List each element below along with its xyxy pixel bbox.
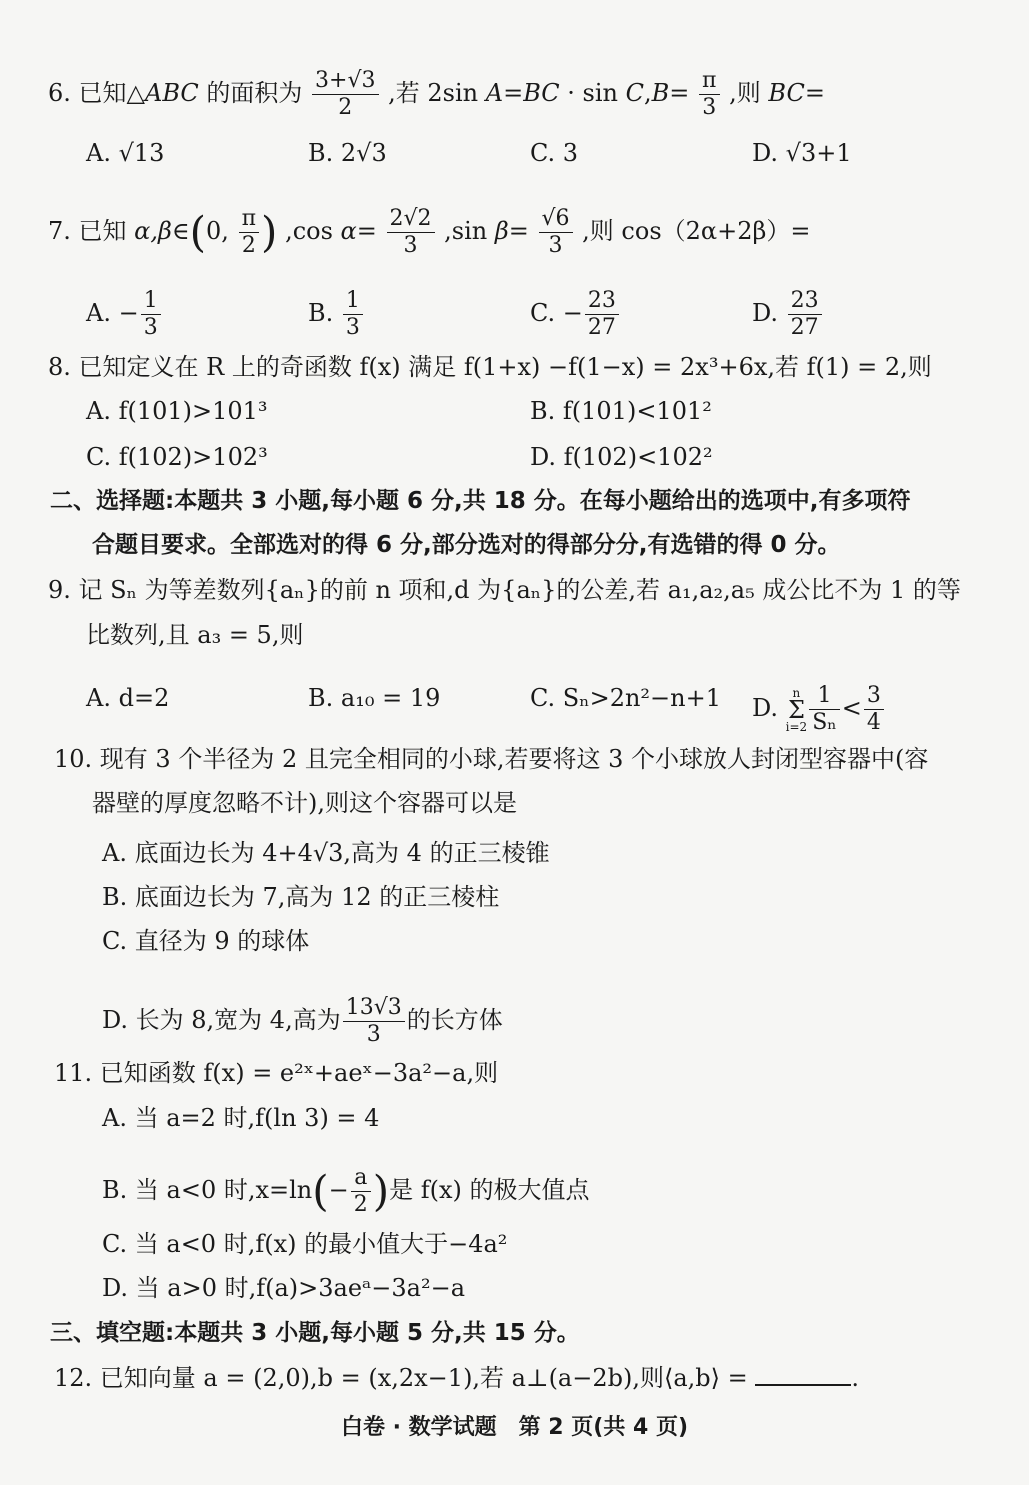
q6-option-b: B. 2√3 <box>308 139 387 167</box>
q7-cos-fraction: $\frac{2√2}{3}$ <box>387 206 435 259</box>
q11-option-a: A. 当 a=2 时,f(ln 3) = 4 <box>102 1104 380 1132</box>
q9-option-b: B. a₁₀ = 19 <box>308 684 441 712</box>
q7-option-b: B. $\frac{1}{3}$ <box>308 288 365 341</box>
q6-area-fraction: $\frac{3+√3}{2}$ <box>312 68 378 121</box>
q10-option-c: C. 直径为 9 的球体 <box>102 927 310 955</box>
q6-angle-fraction: $\frac{\pi}{3}$ <box>699 68 719 121</box>
section3-heading: 三、填空题:本题共 3 小题,每小题 5 分,共 15 分。 <box>50 1320 580 1346</box>
q8-stem: 8. 已知定义在 R 上的奇函数 f(x) 满足 f(1+x) −f(1−x) = 2x³+6x,若 f(1) = 2,则 <box>48 353 932 381</box>
q7-option-d: D. $\frac{23}{27}$ <box>752 288 824 341</box>
q8-option-a: A. f(101)>101³ <box>86 397 268 425</box>
q10-option-b: B. 底面边长为 7,高为 12 的正三棱柱 <box>102 883 500 911</box>
q6-option-c: C. 3 <box>530 139 579 167</box>
section2-heading: 二、选择题:本题共 3 小题,每小题 6 分,共 18 分。在每小题给出的选项中,有多项符 <box>50 488 911 514</box>
q10-stem-cont: 器壁的厚度忽略不计),则这个容器可以是 <box>92 789 517 817</box>
q10-stem: 10. 现有 3 个半径为 2 且完全相同的小球,若要将这 3 个小球放人封闭型容器中(容 <box>54 745 929 773</box>
section2-heading-cont: 合题目要求。全部选对的得 6 分,部分选对的得部分分,有选错的得 0 分。 <box>92 532 841 558</box>
q11-stem: 11. 已知函数 f(x) = e²ˣ+aeˣ−3a²−a,则 <box>54 1059 499 1087</box>
q11-option-b: B. 当 a<0 时,x=ln(− $\frac{a}{2}$ )是 f(x) 的极大值点 <box>102 1165 590 1217</box>
q10-option-d: D. 长为 8,宽为 4,高为 $\frac{13√3}{3}$ 的长方体 <box>102 995 503 1047</box>
q9-stem-cont: 比数列,且 a₃ = 5,则 <box>86 621 304 649</box>
q6-stem: 6. 已知△ABC 的面积为 $\frac{3+√3}{2}$ ,若 2sin A=BC · sin C,B= $\frac{\pi}{3}$ ,则 BC= <box>48 68 825 120</box>
q11-option-c: C. 当 a<0 时,f(x) 的最小值大于−4a² <box>102 1230 508 1258</box>
q10-option-a: A. 底面边长为 4+4√3,高为 4 的正三棱锥 <box>102 839 550 867</box>
q8-option-c: C. f(102)>102³ <box>86 443 268 471</box>
q6-option-a: A. √13 <box>86 139 165 167</box>
answer-blank[interactable] <box>755 1362 851 1386</box>
q7-option-a: A. − $\frac{1}{3}$ <box>86 288 163 341</box>
q9-option-c: C. Sₙ>2n²−n+1 <box>530 684 721 712</box>
q7-sin-fraction: $\frac{√6}{3}$ <box>539 206 573 259</box>
q12-stem: 12. 已知向量 a = (2,0),b = (x,2x−1),若 a⊥(a−2b),则⟨a,b⟩ = . <box>54 1364 860 1392</box>
q7-stem: 7. 已知 α,β∈(0, $\frac{\pi}{2}$ ) ,cos α= $\frac{2√2}{3}$ ,sin β= $\frac{√6}{3}$ ,则 cos（2α+2β）= <box>48 206 811 258</box>
q6-option-d: D. √3+1 <box>752 139 852 167</box>
page-footer: 白卷 · 数学试题 第 2 页(共 4 页) <box>340 1415 689 1440</box>
summation-symbol: n Σ i=2 <box>785 685 808 734</box>
q9-option-a: A. d=2 <box>86 684 170 712</box>
q9-stem: 9. 记 Sₙ 为等差数列{aₙ}的前 n 项和,d 为{aₙ}的公差,若 a₁,a₂,a₅ 成公比不为 1 的等 <box>48 576 961 604</box>
q8-option-b: B. f(101)<101² <box>530 397 712 425</box>
q9-option-d: D. n Σ i=2 $\frac{1}{\text{Sₙ}}$ < $\frac{3}{4}$ <box>752 683 886 736</box>
q7-interval-fraction: $\frac{\pi}{2}$ <box>239 206 259 259</box>
q8-option-d: D. f(102)<102² <box>530 443 713 471</box>
q11-option-d: D. 当 a>0 时,f(a)>3aeᵃ−3a²−a <box>102 1274 466 1302</box>
q7-option-c: C. − $\frac{23}{27}$ <box>530 288 621 341</box>
